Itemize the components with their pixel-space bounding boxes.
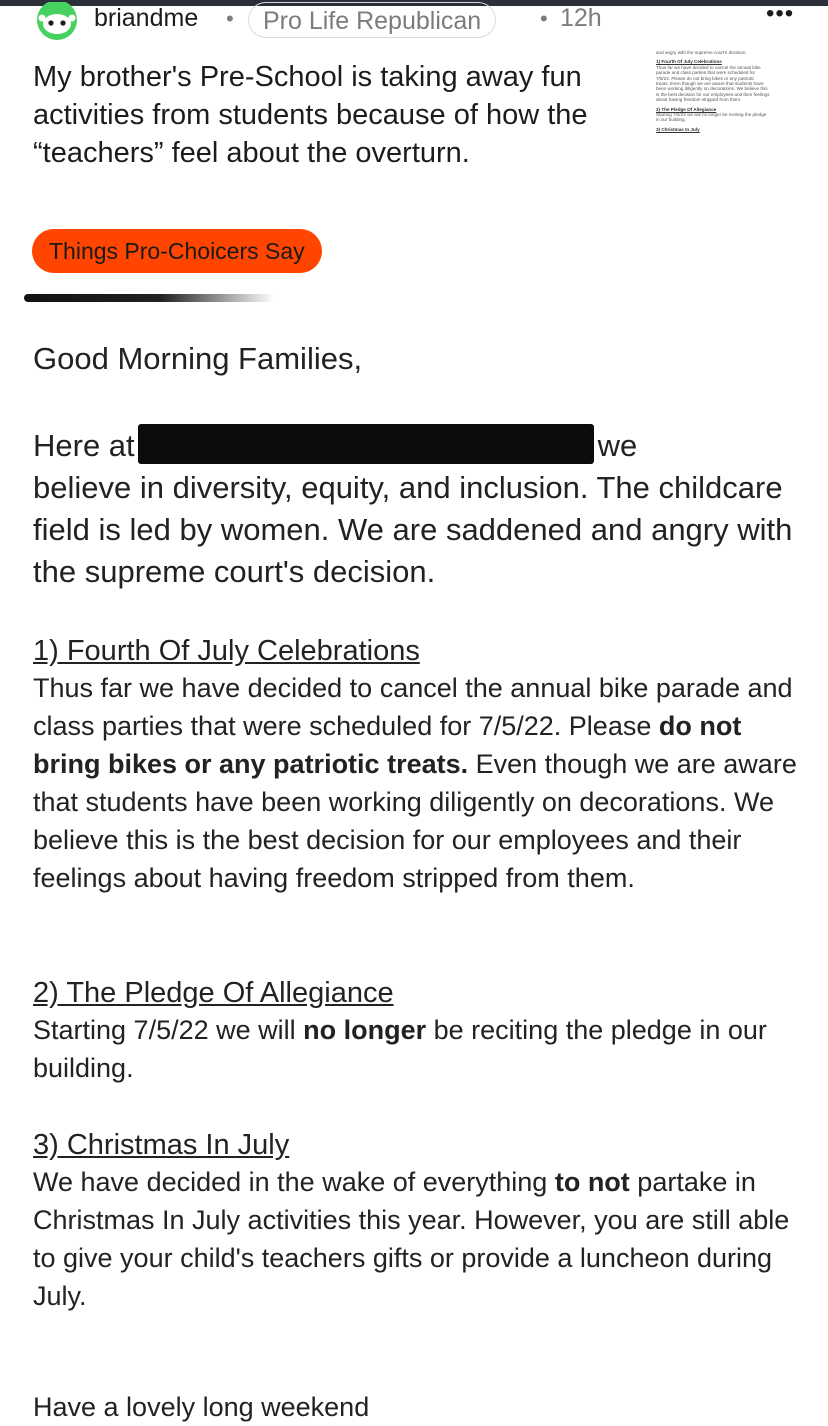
- letter-greeting: Good Morning Families,: [33, 341, 363, 376]
- post-title[interactable]: My brother's Pre-School is taking away fun activities from students because of how the “teachers” feel about the overturn.: [33, 61, 588, 169]
- thumb-heading: 1) Fourth Of July Celebrations: [656, 59, 722, 65]
- section-text: Thus far we have decided to cancel the annual bike parade and class parties that were scheduled for 7/5/22. Please: [33, 673, 793, 741]
- separator-dot: •: [226, 6, 234, 31]
- thumb-line: parade and class parties that were scheduled for: [656, 70, 756, 76]
- section-body: [33, 1163, 803, 1315]
- thumb-heading: 2) The Pledge Of Allegiance: [656, 106, 717, 112]
- section-body: [33, 1011, 803, 1087]
- section-text: We have decided in the wake of everything: [33, 1167, 555, 1197]
- section-bold-text: do not bring bikes or any patriotic treats.: [33, 711, 742, 779]
- thumb-line: treats. Even though we are aware that students have: [656, 81, 764, 87]
- section-text: partake in Christmas In July activities this year. However, you are still able to give your child's teachers gifts or provide a luncheon during July.: [33, 1167, 790, 1311]
- section-fourth-of-july: [33, 633, 803, 897]
- separator-dot: •: [540, 6, 548, 31]
- section-text: Starting 7/5/22 we will: [33, 1015, 304, 1045]
- redaction-bar: [138, 424, 594, 464]
- section-text: be reciting the pledge in our building.: [33, 1015, 767, 1083]
- user-flair: Pro Life Republican: [248, 2, 496, 38]
- thumb-line: 7/5/22. Please do not bring bikes or any patriotic: [656, 75, 755, 81]
- thumb-line: about having freedom stripped from them.: [656, 97, 742, 103]
- thumb-line: is the best decision for our employees and their feelings: [656, 91, 770, 97]
- section-text: Even though we are aware that students have been working diligently on decorations. We believe this is the best decision for our employees and their feelings about having freedom stripped from them.: [33, 749, 797, 893]
- thumb-line: Thus far we have decided to cancel the annual bike: [656, 64, 761, 70]
- intro-rest: believe in diversity, equity, and inclusion. The childcare field is led by women. We are saddened and angry with the supreme court's decision.: [33, 470, 793, 589]
- avatar[interactable]: [34, 2, 80, 42]
- thumb-line: been working diligently on decorations. We believe this: [656, 86, 768, 92]
- more-options-icon[interactable]: •••: [766, 0, 795, 27]
- section-title: 1) Fourth Of July Celebrations: [33, 635, 420, 667]
- letter-closing: Have a lovely long weekend: [33, 1392, 370, 1422]
- letter-intro: [33, 424, 803, 593]
- section-bold-text: to not: [554, 1167, 630, 1197]
- username[interactable]: briandme: [94, 4, 199, 32]
- post-flair-tag[interactable]: Things Pro-Choicers Say: [32, 229, 322, 273]
- image-top-edge: [24, 294, 274, 302]
- section-body: [33, 669, 803, 897]
- thumb-line: and angry with the supreme court's decision.: [656, 50, 747, 55]
- section-bold-text: no longer: [303, 1015, 427, 1045]
- thumb-line: in our building.: [656, 117, 686, 123]
- intro-tail: we: [597, 428, 638, 463]
- post-age: 12h: [560, 4, 602, 32]
- section-christmas-in-july: [33, 1127, 803, 1315]
- section-title: 2) The Pledge Of Allegiance: [33, 977, 394, 1009]
- thumb-heading: 3) Christmas In July: [656, 126, 700, 132]
- section-pledge: [33, 975, 803, 1087]
- post-thumbnail[interactable]: [656, 50, 796, 166]
- section-title: 3) Christmas In July: [33, 1129, 290, 1161]
- intro-start: Here at: [33, 428, 135, 463]
- thumb-line: Starting 7/5/22 we will no longer be reciting the pledge: [656, 112, 767, 118]
